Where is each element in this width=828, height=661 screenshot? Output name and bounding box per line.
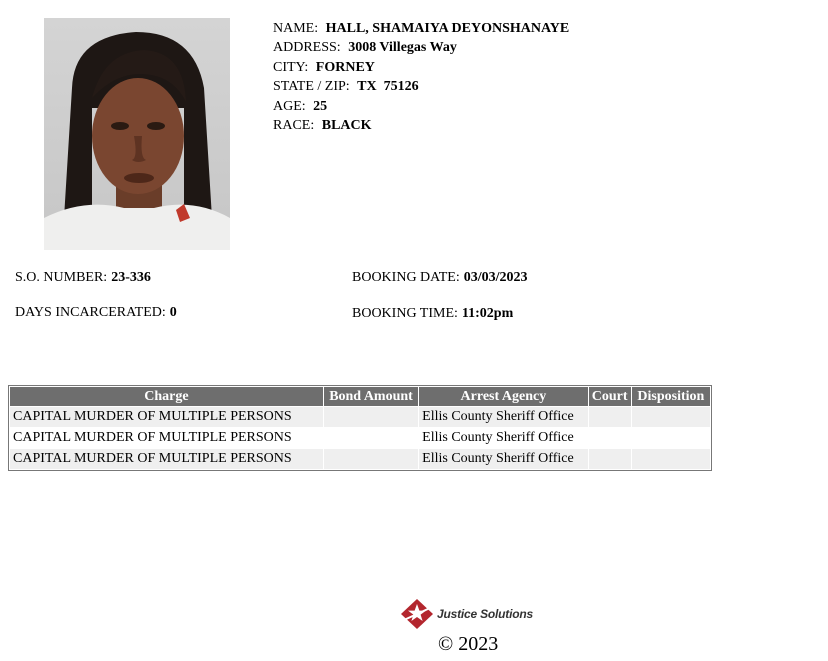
booking-time-label: BOOKING TIME: — [352, 306, 458, 321]
name-value: HALL, SHAMAIYA DEYONSHANAYE — [325, 21, 570, 36]
race-row — [273, 116, 569, 135]
arrest-agency-header: Arrest Agency — [419, 387, 587, 406]
arrest-agency-cell: Ellis County Sheriff Office — [419, 407, 587, 427]
booking-date-value: 03/03/2023 — [463, 270, 528, 285]
state-zip-row — [273, 77, 569, 96]
address-row — [273, 38, 569, 57]
court-header: Court — [589, 387, 631, 406]
disposition-header: Disposition — [632, 387, 710, 406]
charge-cell: CAPITAL MURDER OF MULTIPLE PERSONS — [10, 407, 323, 427]
disposition-cell — [632, 428, 710, 448]
mugshot-image — [44, 18, 230, 250]
bond-amount-cell — [324, 407, 418, 427]
table-row — [10, 428, 710, 448]
booking-time — [352, 306, 513, 322]
race-label: RACE: — [273, 118, 315, 134]
city-label: CITY: — [273, 59, 309, 75]
table-row — [10, 407, 710, 427]
court-cell — [589, 428, 631, 448]
days-incarcerated-label: DAYS INCARCERATED: — [15, 305, 166, 320]
disposition-cell — [632, 407, 710, 427]
city-value: FORNEY — [315, 59, 375, 75]
inmate-info — [273, 19, 569, 135]
court-cell — [589, 449, 631, 469]
charge-header: Charge — [10, 387, 323, 406]
state-zip-value: TX 75126 — [357, 79, 419, 95]
booking-time-value: 11:02pm — [461, 306, 514, 321]
address-value: 3008 Villegas Way — [348, 40, 457, 56]
address-label: ADDRESS: — [273, 40, 341, 56]
arrest-agency-cell: Ellis County Sheriff Office — [419, 428, 587, 448]
so-number-label: S.O. NUMBER: — [15, 270, 108, 285]
bond-amount-header: Bond Amount — [324, 387, 418, 406]
name-row — [273, 19, 569, 38]
booking-date-label: BOOKING DATE: — [352, 270, 460, 285]
days-incarcerated-value: 0 — [169, 305, 177, 320]
court-cell — [589, 407, 631, 427]
booking-date — [352, 270, 528, 286]
age-row — [273, 97, 569, 116]
days-incarcerated — [15, 305, 177, 321]
mugshot-photo — [44, 18, 230, 250]
age-label: AGE: — [273, 98, 306, 114]
bond-amount-cell — [324, 428, 418, 448]
city-row — [273, 58, 569, 77]
race-value: BLACK — [321, 118, 372, 134]
charge-cell: CAPITAL MURDER OF MULTIPLE PERSONS — [10, 428, 323, 448]
charge-cell: CAPITAL MURDER OF MULTIPLE PERSONS — [10, 449, 323, 469]
bond-amount-cell — [324, 449, 418, 469]
so-number — [15, 270, 151, 286]
charges-table — [8, 385, 712, 471]
so-number-value: 23-336 — [111, 270, 151, 285]
copyright: © 2023 — [438, 633, 499, 655]
arrest-agency-cell: Ellis County Sheriff Office — [419, 449, 587, 469]
justice-solutions-logo — [400, 598, 533, 630]
charges-header-row — [10, 387, 710, 406]
table-row — [10, 449, 710, 469]
age-value: 25 — [313, 98, 328, 114]
disposition-cell — [632, 449, 710, 469]
state-zip-label: STATE / ZIP: — [273, 79, 350, 95]
star-shield-icon — [400, 598, 434, 630]
logo-text: Justice Solutions — [437, 607, 533, 621]
name-label: NAME: — [273, 21, 319, 36]
